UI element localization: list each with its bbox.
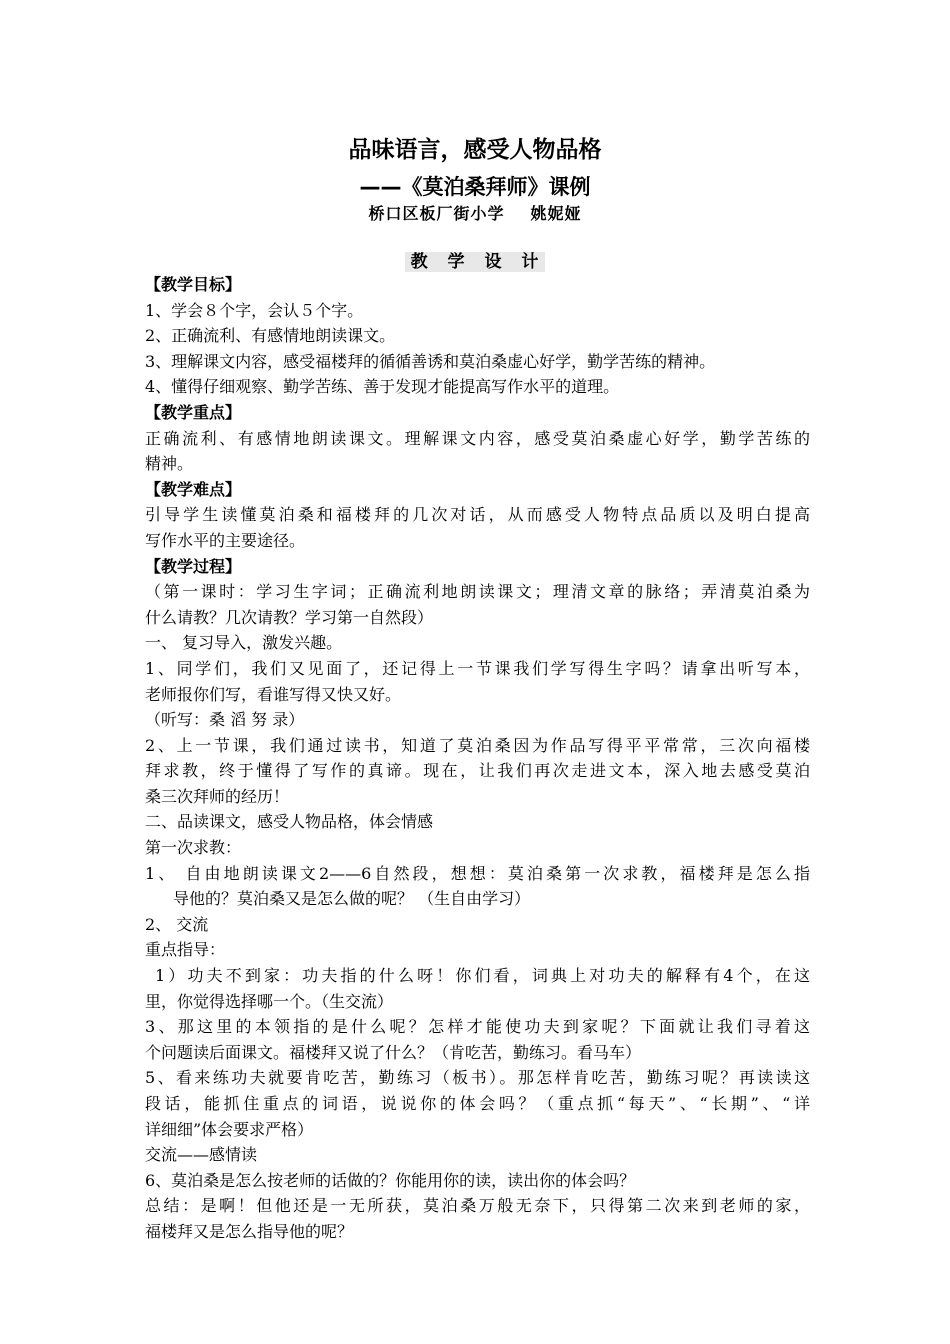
body-line: 1）功夫不到家：功夫指的什么呀！你们看，词典上对功夫的解释有4个，在这 <box>155 966 810 986</box>
heading-teaching-goals: 【教学目标】 <box>145 275 242 294</box>
body-line: 4、懂得仔细观察、勤学苦练、善于发现才能提高写作水平的道理。 <box>145 377 620 397</box>
body-line: 福楼拜又是怎么指导他的呢？ <box>145 1221 354 1241</box>
body-line: 重点指导： <box>145 940 226 960</box>
body-line: 段话，能抓住重点的词语，说说你的体会吗？（重点抓“每天”、“长期”、“详 <box>145 1094 810 1113</box>
school-name: 桥口区板厂街小学 <box>368 204 505 223</box>
author-name: 姚妮娅 <box>530 204 582 223</box>
section-heading <box>0 250 950 274</box>
body-line: 5、看来练功夫就要肯吃苦，勤练习（板书）。那怎样肯吃苦，勤练习呢？再读读这 <box>145 1068 810 1088</box>
body-line: 第一次求教： <box>145 838 242 858</box>
body-line: （听写：桑 滔 努 录） <box>145 710 305 730</box>
body-line: 总结：是啊！但他还是一无所获，莫泊桑万般无奈下，只得第二次来到老师的家， <box>145 1196 810 1216</box>
heading-teaching-difficulty: 【教学难点】 <box>145 479 242 499</box>
body-line: 精神。 <box>145 454 194 474</box>
body-line: 2、上一节课，我们通过读书，知道了莫泊桑因为作品写得平平常常，三次向福楼 <box>145 735 810 755</box>
body-line: 正确流利、有感情地朗读课文。理解课文内容，感受莫泊桑虚心好学，勤学苦练的 <box>145 428 810 448</box>
body-line: 桑三次拜师的经历！ <box>145 786 290 806</box>
heading-teaching-focus: 【教学重点】 <box>145 402 242 422</box>
document-body <box>145 272 810 1245</box>
document-title: 品味语言，感受人物品格 <box>348 137 602 163</box>
body-line: 交流——感情读 <box>145 1145 258 1165</box>
body-line: 3、理解课文内容，感受福楼拜的循循善诱和莫泊桑虚心好学，勤学苦练的精神。 <box>145 351 716 371</box>
body-line: 1、同学们，我们又见面了，还记得上一节课我们学写得生字吗？请拿出听写本， <box>145 658 810 678</box>
body-line: 引导学生读懂莫泊桑和福楼拜的几次对话，从而感受人物特点品质以及明白提高 <box>145 505 810 525</box>
section-heading-text: 教 学 设 计 <box>405 252 546 272</box>
body-line: 6、莫泊桑是怎么按老师的话做的？你能用你的读，读出你的体会吗？ <box>145 1170 636 1190</box>
body-line: 写作水平的主要途径。 <box>145 530 306 550</box>
body-line: 2、正确流利、有感情地朗读课文。 <box>145 326 396 346</box>
body-line: 2、 交流 <box>145 914 209 934</box>
body-line: 详细细”体会要求严格） <box>145 1119 314 1139</box>
heading-teaching-process: 【教学过程】 <box>145 556 242 576</box>
body-line: （第一课时：学习生字词；正确流利地朗读课文；理清文章的脉络；弄清莫泊桑为 <box>145 582 810 602</box>
body-line: 导他的？莫泊桑又是怎么做的呢？ （生自由学习） <box>173 889 531 909</box>
document-subtitle: ——《莫泊桑拜师》课例 <box>359 175 591 199</box>
body-line: 什么请教？几次请教？学习第一自然段） <box>145 607 434 627</box>
body-line: 1、 自由地朗读课文2——6自然段，想想：莫泊桑第一次求教，福楼拜是怎么指 <box>145 863 810 883</box>
body-line: 老师报你们写，看谁写得又快又好。 <box>145 684 402 704</box>
body-line: 二、品读课文，感受人物品格，体会情感 <box>145 812 434 832</box>
author-line <box>0 202 950 226</box>
body-line: 3、那这里的本领指的是什么呢？怎样才能使功夫到家呢？下面就让我们寻着这 <box>145 1017 810 1037</box>
body-line: 拜求教，终于懂得了写作的真谛。现在，让我们再次走进文本，深入地去感受莫泊 <box>145 761 810 781</box>
body-line: 里，你觉得选择哪一个。（生交流） <box>145 991 394 1011</box>
body-line: 1、学会８个字，会认５个字。 <box>145 300 364 320</box>
body-line: 一、 复习导入，激发兴趣。 <box>145 633 343 653</box>
body-line: 个问题读后面课文。福楼拜又说了什么？（肯吃苦，勤练习。看马车） <box>145 1042 642 1062</box>
